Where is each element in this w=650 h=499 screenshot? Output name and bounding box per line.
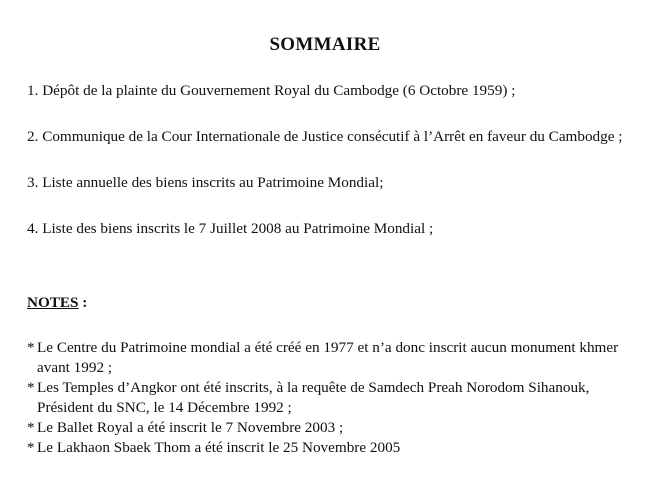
summary-item: 1. Dépôt de la plainte du Gouvernement Royal du Cambodge (6 Octobre 1959) ; [27, 82, 516, 99]
note-text: Le Ballet Royal a été inscrit le 7 Novembre 2003 ; [37, 419, 344, 436]
notes-list [27, 338, 637, 458]
note-bullet: * [27, 439, 35, 456]
notes-heading-label: NOTES [27, 294, 79, 311]
summary-item: 2. Communique de la Cour Internationale de Justice consécutif à l’Arrêt en faveur du Cambodge ; [27, 128, 623, 145]
note-item [27, 378, 637, 418]
note-item [27, 438, 637, 458]
note-text: Le Lakhaon Sbaek Thom a été inscrit le 25 Novembre 2005 [37, 439, 401, 456]
note-text: Les Temples d’Angkor ont été inscrits, à la requête de Samdech Preah Norodom Sihanouk, Président du SNC, le 14 Décembre 1992 ; [37, 379, 590, 416]
note-item [27, 418, 637, 438]
summary-item: 4. Liste des biens inscrits le 7 Juillet 2008 au Patrimoine Mondial ; [27, 220, 434, 237]
notes-heading-suffix: : [78, 294, 88, 311]
summary-list [27, 81, 627, 265]
note-bullet: * [27, 419, 35, 436]
note-bullet: * [27, 339, 35, 356]
page-title: SOMMAIRE [269, 34, 381, 55]
note-item [27, 338, 637, 378]
note-text: Le Centre du Patrimoine mondial a été créé en 1977 et n’a donc inscrit aucun monument khmer avant 1992 ; [37, 339, 619, 376]
summary-item: 3. Liste annuelle des biens inscrits au Patrimoine Mondial; [27, 174, 384, 191]
notes-heading [27, 293, 87, 313]
note-bullet: * [27, 379, 35, 396]
